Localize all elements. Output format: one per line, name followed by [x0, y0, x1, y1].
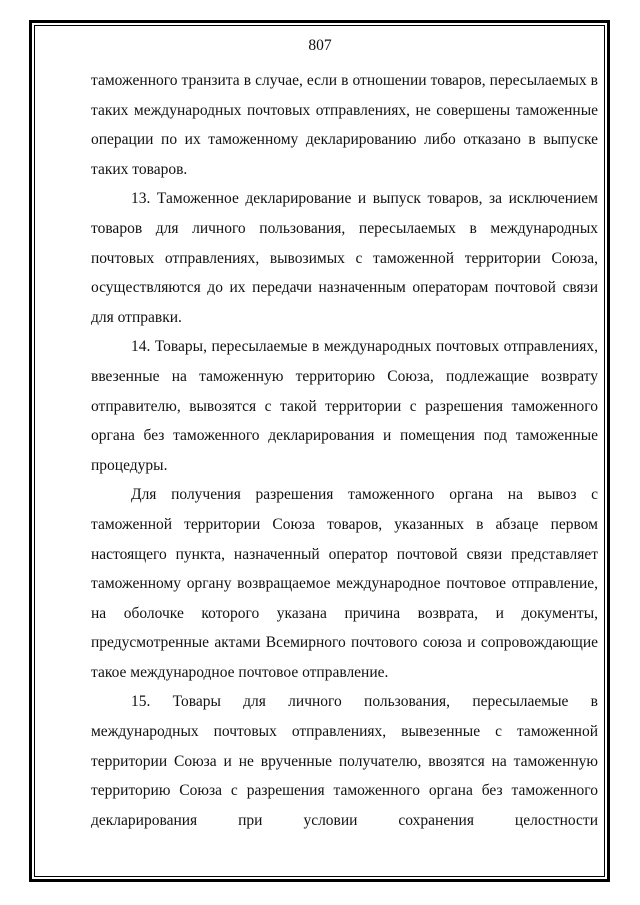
- paragraph-continuation: таможенного транзита в случае, если в отношении товаров, пересылаемых в таких международных почтовых отправлениях, не совершены таможенные операции по их таможенному декларированию либо отказано в выпуске таких товаров.: [91, 72, 598, 178]
- page-number: 807: [308, 37, 332, 54]
- paragraph-item-13: 13. Таможенное декларирование и выпуск товаров, за исключением товаров для личного пользования, пересылаемых в международных почтовых отправлениях, вывозимых с таможенной территории Союза, осуществляются до их передачи назначенным операторам почтовой связи для отправки.: [91, 190, 598, 326]
- paragraph-item-14-second: Для получения разрешения таможенного органа на вывоз с таможенной территории Союза товаров, указанных в абзаце первом настоящего пункта, назначенный оператор почтовой связи представляет таможенному органу возвращаемое международное почтовое отправление, на оболочке которого указана причина возврата, и документы, предусмотренные актами Всемирного почтового союза и сопровождающие такое международное почтовое отправление.: [91, 486, 598, 681]
- paragraph-item-15: 15. Товары для личного пользования, пересылаемые в международных почтовых отправлениях, вывезенные с таможенной территории Союза и не врученные получателю, ввозятся на таможенную территорию Союза с разрешения таможенного органа без таможенного декларирования при условии сохранения целостности: [91, 693, 598, 829]
- document-body: [91, 66, 598, 835]
- paragraph-item-14: 14. Товары, пересылаемые в международных почтовых отправлениях, ввезенные на таможенную территорию Союза, подлежащие возврату отправителю, вывозятся с такой территории с разрешения таможенного органа без таможенного декларирования и помещения под таможенные процедуры.: [91, 338, 598, 474]
